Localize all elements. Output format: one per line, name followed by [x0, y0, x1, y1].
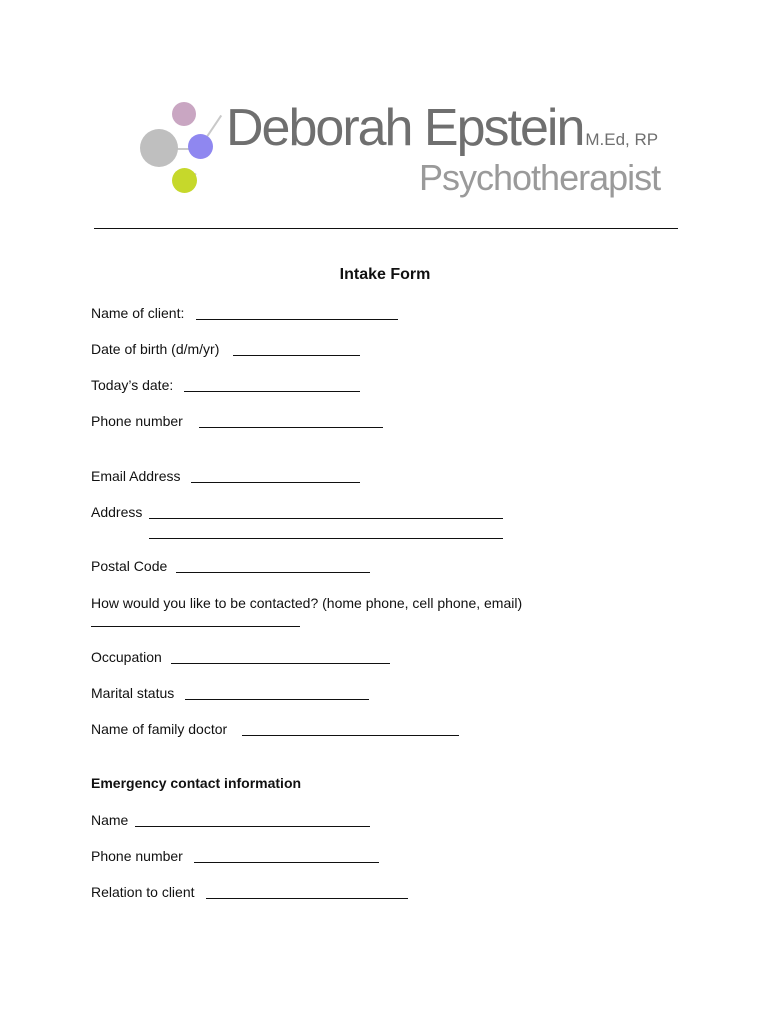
family-doctor-blank[interactable]	[242, 735, 459, 736]
practice-logo	[136, 98, 661, 202]
credentials: M.Ed, RP	[585, 130, 659, 149]
field-postal-code-label: Postal Code	[91, 558, 168, 574]
practitioner-name: Deborah Epstein M.Ed, RP	[226, 99, 659, 157]
field-marital-status-label: Marital status	[91, 685, 175, 701]
client-name-blank[interactable]	[196, 319, 398, 320]
header-divider	[94, 228, 678, 229]
emergency-relation-label: Relation to client	[91, 884, 195, 900]
field-occupation-label: Occupation	[91, 649, 162, 665]
field-family-doctor-label: Name of family doctor	[91, 721, 228, 737]
field-phone-label: Phone number	[91, 413, 183, 429]
postal-code-blank[interactable]	[176, 572, 370, 573]
email-blank[interactable]	[191, 482, 360, 483]
dob-blank[interactable]	[233, 355, 360, 356]
emergency-relation-blank[interactable]	[206, 898, 408, 899]
logo-circle-pink	[172, 102, 196, 126]
field-client-name-label: Name of client:	[91, 305, 185, 321]
logo-circle-purple	[188, 134, 213, 159]
emergency-name-label: Name	[91, 812, 129, 828]
phone-blank[interactable]	[199, 427, 383, 428]
address-line-1-blank[interactable]	[149, 518, 503, 519]
emergency-phone-label: Phone number	[91, 848, 183, 864]
address-line-2-blank[interactable]	[149, 538, 503, 539]
emergency-name-blank[interactable]	[135, 826, 370, 827]
practitioner-title: Psychotherapist	[419, 157, 661, 198]
field-contact-pref-label: How would you like to be contacted? (home phone, cell phone, email)	[91, 595, 523, 611]
emergency-phone-blank[interactable]	[194, 862, 379, 863]
emergency-section-heading: Emergency contact information	[91, 775, 302, 791]
marital-status-blank[interactable]	[185, 699, 369, 700]
field-todays-date-label: Today’s date:	[91, 377, 174, 393]
form-title: Intake Form	[339, 266, 431, 283]
field-dob-label: Date of birth (d/m/yr)	[91, 341, 220, 357]
logo-circle-gray	[140, 129, 178, 167]
occupation-blank[interactable]	[171, 663, 390, 664]
contact-pref-blank[interactable]	[91, 626, 300, 627]
logo-circle-green	[172, 168, 197, 193]
todays-date-blank[interactable]	[184, 391, 360, 392]
field-address-label: Address	[91, 504, 143, 520]
field-email-label: Email Address	[91, 468, 181, 484]
